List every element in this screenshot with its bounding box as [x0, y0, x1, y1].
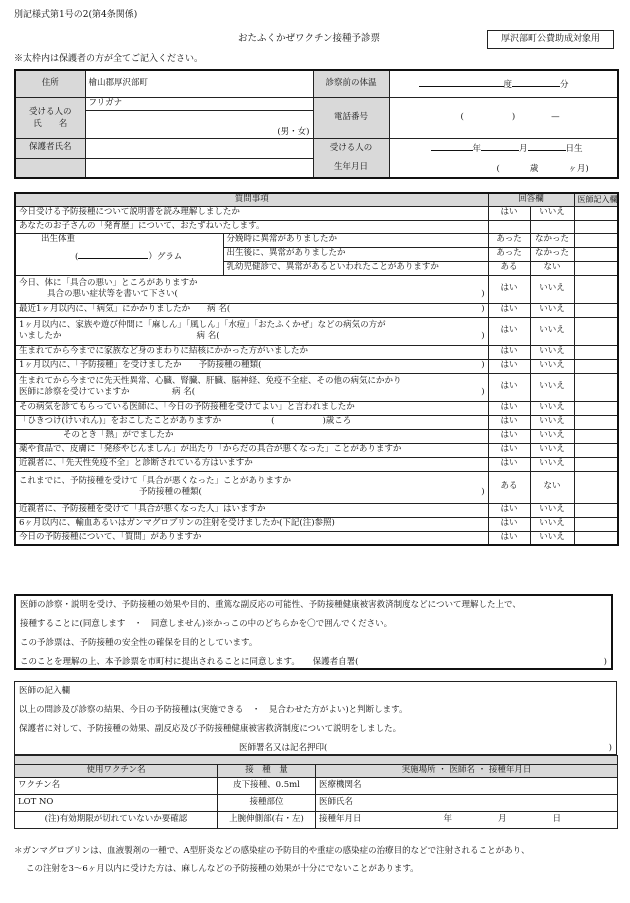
page-title: おたふくかぜワクチン接種予診票	[238, 33, 381, 44]
address-label: 住所	[15, 70, 85, 97]
question-row: 「ひきつけ(けいれん)」をおこしたことがありますか ( )歳ころ	[15, 415, 488, 429]
question-row: 今日受ける予防接種について説明書を読み理解しましたか	[15, 206, 488, 220]
question-row: 生まれてから今までに先天性異常、心臓、腎臓、肝臓、脳神経、免疫不全症、その他の病気にかかり 医師に診察を受けていますか 病 名( )	[15, 373, 488, 401]
no-option[interactable]: いいえ	[530, 359, 574, 373]
expiry-note: (注)有効期限が切れていないか要確認	[15, 812, 218, 829]
doctor-judgement[interactable]: 以上の問診及び診察の結果、今日の予防接種は(実施できる ・ 見合わせた方がよい)と判断します。	[19, 705, 408, 715]
child-name-field[interactable]	[85, 110, 313, 138]
yes-option[interactable]: はい	[488, 359, 530, 373]
yes-option[interactable]: はい	[488, 429, 530, 443]
no-option[interactable]: いいえ	[530, 429, 574, 443]
furigana-field[interactable]: フリガナ	[85, 97, 313, 110]
doctor-signature-field[interactable]: 医師署名又は記名押印( )	[239, 743, 612, 753]
no-option[interactable]: いいえ	[530, 373, 574, 401]
form-number: 別記様式第1号の2(第4条関係)	[14, 10, 138, 20]
atta-option[interactable]: あった	[488, 233, 530, 247]
guardian-label: 保護者氏名	[15, 138, 85, 158]
temperature-label: 診察前の体温	[313, 70, 389, 97]
dose-header: 接 種 量	[218, 765, 316, 778]
footnote	[14, 842, 619, 878]
temperature-field[interactable]	[389, 70, 618, 97]
nai-option[interactable]: ない	[530, 261, 574, 275]
question-row: 1ヶ月以内に、家族や遊び仲間に「麻しん」「風しん」「水痘」「おたふくかぜ」などの病気の方が いましたか 病 名( )	[15, 317, 488, 345]
question-row: 最近1ヶ月以内に、「病気」にかかりましたか 病 名( )	[15, 303, 488, 317]
no-option[interactable]: いいえ	[530, 317, 574, 345]
question-row: 近親者に、予防接種を受けて「具合が悪くなった人」はいますか	[15, 503, 488, 517]
aru-option[interactable]: ある	[488, 261, 530, 275]
no-option[interactable]: いいえ	[530, 503, 574, 517]
no-option[interactable]: いいえ	[530, 401, 574, 415]
atta-option[interactable]: あった	[488, 247, 530, 261]
birth-weight-field[interactable]: 出生体重 ( ）グラム	[15, 233, 223, 275]
question-row: 今日、体に「具合の悪い」ところがありますか 具合の悪い症状等を書いて下さい( )	[15, 275, 488, 303]
nakatta-option[interactable]: なかった	[530, 233, 574, 247]
yes-option[interactable]: はい	[488, 373, 530, 401]
doctor-block	[14, 681, 617, 755]
guardian-signature-field[interactable]: このことを理解の上、本予診票を市町村に提出されることに同意します。 保護者自署( )	[20, 657, 607, 667]
footnote-line: この注射を3～6ヶ月以内に受けた方は、麻しんなどの予防接種の効果が十分にでないことがあります。	[26, 864, 419, 874]
doctor-block-title: 医師の記入欄	[19, 686, 71, 696]
no-option[interactable]: いいえ	[530, 206, 574, 220]
consent-choice[interactable]: 接種することに(同意します ・ 同意しません)※かっこの中のどちらかを〇で囲んでください。	[20, 619, 393, 629]
yes-option[interactable]: はい	[488, 401, 530, 415]
question-row: 出生後に、異常がありましたか	[223, 247, 488, 261]
nai-option[interactable]: ない	[530, 471, 574, 503]
doctor-column-header: 医師記入欄	[574, 193, 618, 206]
question-row: そのとき「熱」がでましたか	[15, 429, 488, 443]
vaccine-name-header: 使用ワクチン名	[15, 765, 218, 778]
subsidy-box: 厚沢部町公費助成対象用	[487, 30, 614, 49]
yes-option[interactable]: はい	[488, 457, 530, 471]
question-row: 生まれてから今までに家族など身のまわりに結核にかかった方がいましたか	[15, 345, 488, 359]
no-option[interactable]: いいえ	[530, 275, 574, 303]
no-option[interactable]: いいえ	[530, 531, 574, 545]
nakatta-option[interactable]: なかった	[530, 247, 574, 261]
yes-option[interactable]: はい	[488, 303, 530, 317]
no-option[interactable]: いいえ	[530, 457, 574, 471]
question-row: その病気を診てもらっている医師に、「今日の予防接種を受けてよい」と言われましたか	[15, 401, 488, 415]
dose-value: 皮下接種、0.5ml	[218, 778, 316, 795]
instruction-note: ※太枠内は保護者の方が全てご記入ください。	[14, 54, 204, 64]
degree-unit: 度	[503, 80, 513, 91]
guardian-name-field[interactable]	[85, 138, 313, 158]
sex-choice[interactable]: (男・女)	[277, 126, 310, 137]
doctor-explanation: 保護者に対して、予防接種の効果、副反応及び予防接種健康被害救済制度について説明をしました。	[19, 724, 402, 734]
lot-number-field[interactable]: LOT NO	[15, 795, 218, 812]
yes-option[interactable]: はい	[488, 517, 530, 531]
yes-option[interactable]: はい	[488, 443, 530, 457]
vaccine-table	[14, 755, 618, 829]
no-option[interactable]: いいえ	[530, 303, 574, 317]
question-row: 6ヶ月以内に、輸血あるいはガンマグロブリンの注射を受けましたか(下記(注)参照)	[15, 517, 488, 531]
no-option[interactable]: いいえ	[530, 517, 574, 531]
site-choice[interactable]: 上腕伸側部(右・左)	[218, 812, 316, 829]
no-option[interactable]: いいえ	[530, 415, 574, 429]
footnote-line: ＊ガンマグロブリンは、血液製剤の一種で、A型肝炎などの感染症の予防目的や重症の感染症の治療目的などで注射されることがあり、	[14, 846, 530, 856]
questions-header: 質問事項	[15, 193, 488, 206]
aru-option[interactable]: ある	[488, 471, 530, 503]
consent-line: この予診票は、予防接種の安全性の確保を目的としています。	[20, 638, 258, 648]
question-row: 薬や食品で、皮膚に「発疹やじんましん」が出たり「からだの具合が悪くなった」ことがありますか	[15, 443, 488, 457]
place-header: 実施場所 ・ 医師名 ・ 接種年月日	[316, 765, 618, 778]
question-row: 分娩時に異常がありましたか	[223, 233, 488, 247]
doctor-name-field[interactable]: 医師氏名	[316, 795, 618, 812]
answers-header: 回答欄	[488, 193, 574, 206]
decimal-unit: 分	[560, 80, 569, 91]
consent-line: 医師の診察・説明を受け、予防接種の効果や目的、重篤な副反応の可能性、予防接種健康被害救済制度などについて理解した上で、	[20, 600, 521, 610]
question-row: 近親者に、「先天性免疫不全」と診断されている方はいますか	[15, 457, 488, 471]
no-option[interactable]: いいえ	[530, 443, 574, 457]
question-row: あなたのお子さんの「発育歴」について、おたずねいたします。	[15, 220, 488, 233]
question-row: これまでに、予防接種を受けて「具合が悪くなった」ことがありますか 予防接種の種類( )	[15, 471, 488, 503]
question-row: 1ヶ月以内に、「予防接種」を受けましたか 予防接種の種類( )	[15, 359, 488, 373]
clinic-name-field[interactable]: 医療機関名	[316, 778, 618, 795]
dob-field[interactable]: 年 月 日生 ( 歳 ヶ月)	[389, 138, 618, 178]
no-option[interactable]: いいえ	[530, 345, 574, 359]
yes-option[interactable]: はい	[488, 317, 530, 345]
yes-option[interactable]: はい	[488, 415, 530, 429]
name-label: 受ける人の 氏 名	[15, 97, 85, 138]
question-row: 乳幼児健診で、異常があるといわれたことがありますか	[223, 261, 488, 275]
phone-label: 電話番号	[313, 97, 389, 138]
consent-block	[14, 594, 613, 670]
doctor-note-cell[interactable]	[574, 206, 618, 220]
injection-date-field[interactable]: 接種年月日 年 月 日	[316, 812, 618, 829]
yes-option[interactable]: はい	[488, 206, 530, 220]
dob-label: 受ける人の 生年月日	[313, 138, 389, 178]
question-row: 今日の予防接種について、「質問」がありますか	[15, 531, 488, 545]
site-label: 接種部位	[218, 795, 316, 812]
yes-option[interactable]: はい	[488, 275, 530, 303]
yes-option[interactable]: はい	[488, 531, 530, 545]
yes-option[interactable]: はい	[488, 503, 530, 517]
vaccine-name-field[interactable]: ワクチン名	[15, 778, 218, 795]
questionnaire-table	[14, 192, 619, 546]
yes-option[interactable]: はい	[488, 345, 530, 359]
address-field[interactable]: 檜山郡厚沢部町	[85, 70, 313, 97]
personal-info-table	[14, 69, 619, 179]
phone-field[interactable]: ( ) —	[389, 97, 618, 138]
